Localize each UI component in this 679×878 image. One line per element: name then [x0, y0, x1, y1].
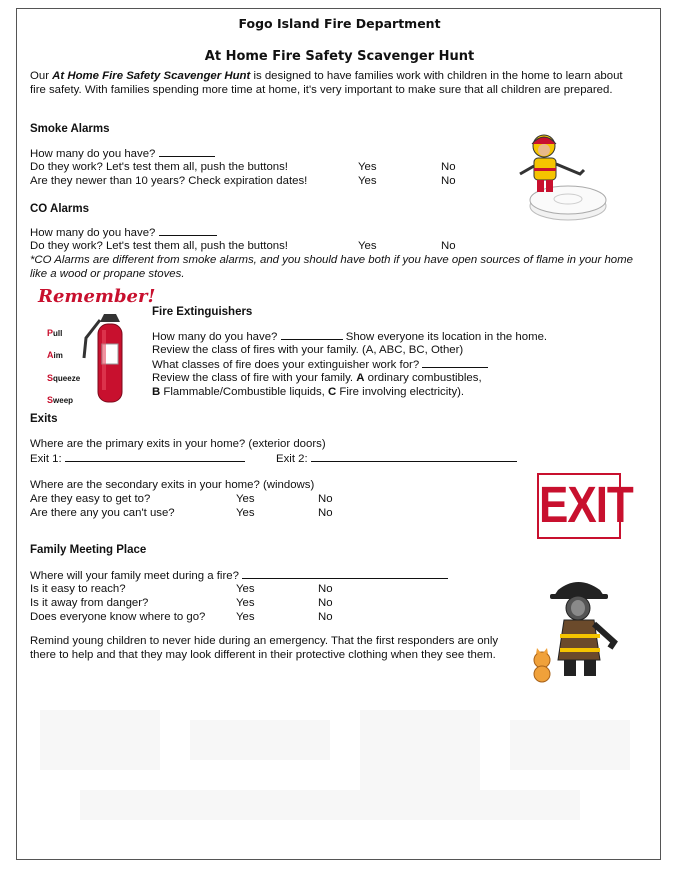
meeting-q4: Does everyone know where to go?	[30, 611, 206, 623]
exit1-field: Exit 1:	[30, 451, 245, 466]
firefighter-smoke-alarm-illustration	[510, 128, 610, 228]
meeting-heading: Family Meeting Place	[30, 544, 147, 556]
co-q1: How many do you have?	[30, 225, 217, 240]
exits-q4-yes[interactable]: Yes	[236, 507, 255, 519]
meeting-q1: Where will your family meet during a fire?	[30, 568, 448, 583]
page-title: At Home Fire Safety Scavenger Hunt	[204, 49, 475, 64]
meeting-q2: Is it easy to reach?	[30, 583, 126, 595]
co-note: *CO Alarms are different from smoke alarms, and you should have both if you have open sources of flame in your home like a wood or propane stoves.	[30, 254, 633, 281]
meeting-q3-yes[interactable]: Yes	[236, 597, 255, 609]
meeting-q4-yes[interactable]: Yes	[236, 611, 255, 623]
exits-q3-yes[interactable]: Yes	[236, 493, 255, 505]
fire-extinguisher-icon	[82, 310, 137, 408]
firefighter-kitten-illustration	[528, 576, 628, 684]
exit-sign: EXIT	[537, 473, 621, 539]
smoke-q3-yes[interactable]: Yes	[358, 175, 377, 187]
pass-aim: Aim	[47, 350, 63, 360]
ext-l2: Review the class of fires with your family. (A, ABC, BC, Other)	[152, 344, 464, 356]
pass-pull: Pull	[47, 328, 63, 338]
smoke-alarms-heading: Smoke Alarms	[30, 123, 110, 135]
exits-q4-no[interactable]: No	[318, 507, 333, 519]
exits-q2: Where are the secondary exits in your home? (windows)	[30, 479, 315, 491]
exits-q3: Are they easy to get to?	[30, 493, 151, 505]
exits-heading: Exits	[30, 413, 58, 425]
exit2-line[interactable]	[311, 451, 517, 462]
smoke-q2-yes[interactable]: Yes	[358, 161, 377, 173]
pass-sweep: Sweep	[47, 395, 74, 405]
smoke-q2-no[interactable]: No	[441, 161, 456, 173]
blank-line[interactable]	[159, 225, 217, 236]
intro-paragraph: Our At Home Fire Safety Scavenger Hunt is designed to have families work with children in the home to learn about fire safety. With families spending more time at home, it's very important to make sure that all children are prepared.	[30, 70, 623, 97]
exit1-line[interactable]	[65, 451, 245, 462]
meeting-q2-yes[interactable]: Yes	[236, 583, 255, 595]
co-q2-yes[interactable]: Yes	[358, 240, 377, 252]
meeting-place-line[interactable]	[242, 568, 448, 579]
remember-title: Remember!	[38, 286, 156, 307]
blank-line[interactable]	[281, 329, 343, 340]
ext-l4: Review the class of fire with your family. A ordinary combustibles,	[152, 372, 482, 384]
smoke-q3: Are they newer than 10 years? Check expiration dates!	[30, 175, 308, 187]
pass-squeeze: Squeeze	[47, 373, 81, 383]
co-alarms-heading: CO Alarms	[30, 203, 90, 215]
faded-background-art	[20, 690, 660, 855]
exits-q3-no[interactable]: No	[318, 493, 333, 505]
reminder-paragraph: Remind young children to never hide during an emergency. That the first responders are only there to help and that they may look different in their protective clothing when they see them.	[30, 635, 499, 662]
ext-q1: How many do you have? Show everyone its location in the home.	[152, 331, 548, 343]
meeting-q4-no[interactable]: No	[318, 611, 333, 623]
ext-l5: B Flammable/Combustible liquids, C Fire involving electricity).	[152, 386, 465, 398]
exits-q4: Are there any you can't use?	[30, 507, 175, 519]
meeting-q2-no[interactable]: No	[318, 583, 333, 595]
smoke-q2: Do they work? Let's test them all, push the buttons!	[30, 161, 288, 173]
fire-extinguishers-heading: Fire Extinguishers	[152, 306, 253, 318]
exits-q1: Where are the primary exits in your home? (exterior doors)	[30, 438, 326, 450]
exit2-field: Exit 2:	[276, 451, 517, 466]
co-q2: Do they work? Let's test them all, push the buttons!	[30, 240, 288, 252]
co-q2-no[interactable]: No	[441, 240, 456, 252]
blank-line[interactable]	[159, 146, 215, 157]
meeting-q3: Is it away from danger?	[30, 597, 149, 609]
department-title: Fogo Island Fire Department	[238, 16, 441, 31]
meeting-q3-no[interactable]: No	[318, 597, 333, 609]
smoke-q3-no[interactable]: No	[441, 175, 456, 187]
ext-l3: What classes of fire does your extinguisher work for?	[152, 357, 488, 372]
smoke-q1: How many do you have?	[30, 146, 215, 161]
blank-line[interactable]	[422, 357, 488, 368]
